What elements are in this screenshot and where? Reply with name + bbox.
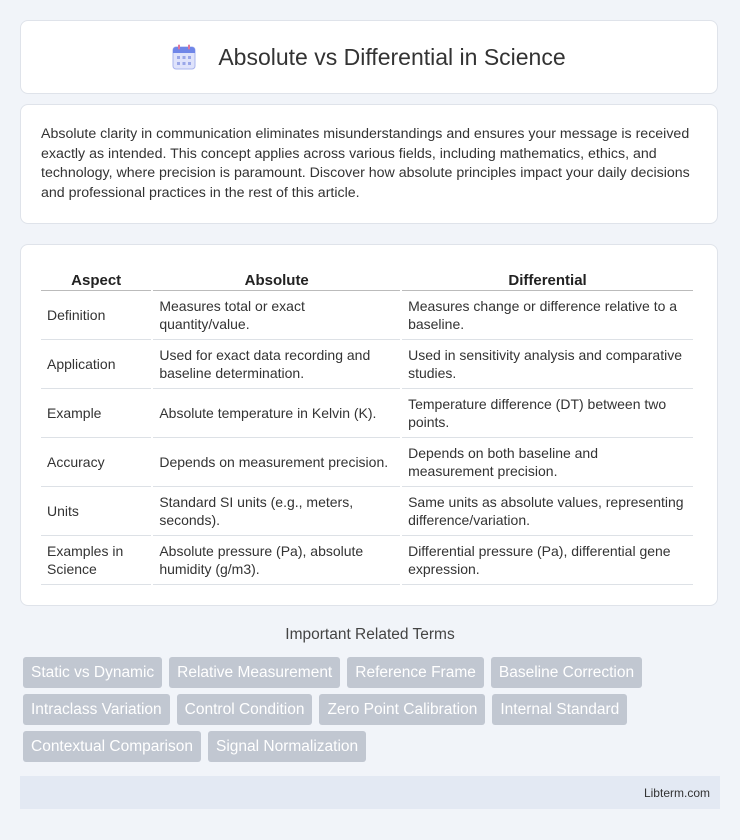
related-term-tag[interactable]: Internal Standard bbox=[492, 694, 627, 725]
table-row bbox=[41, 291, 693, 340]
comparison-table-card bbox=[20, 244, 718, 606]
table-cell: Definition bbox=[41, 291, 151, 340]
table-cell: Examples in Science bbox=[41, 536, 151, 585]
table-row bbox=[41, 340, 693, 389]
related-terms-list bbox=[23, 657, 723, 768]
related-term-tag[interactable]: Signal Normalization bbox=[208, 731, 366, 762]
header-card bbox=[20, 20, 718, 94]
table-cell: Used in sensitivity analysis and comparative studies. bbox=[402, 340, 693, 389]
table-cell: Absolute pressure (Pa), absolute humidity (g/m3). bbox=[153, 536, 400, 585]
related-term-tag[interactable]: Reference Frame bbox=[347, 657, 484, 688]
related-term-tag[interactable]: Static vs Dynamic bbox=[23, 657, 162, 688]
intro-text: Absolute clarity in communication eliminates misunderstandings and ensures your message is received exactly as intended. This concept applies across various fields, including mathematics, ethics, and technology, where precision is paramount. Discover how absolute principles impact your daily decisions and professional practices in the rest of this article. bbox=[41, 126, 690, 201]
page-title: Absolute vs Differential in Science bbox=[218, 43, 566, 70]
table-cell: Used for exact data recording and baseline determination. bbox=[153, 340, 400, 389]
table-cell: Measures total or exact quantity/value. bbox=[153, 291, 400, 340]
table-cell: Measures change or difference relative to a baseline. bbox=[402, 291, 693, 340]
table-row bbox=[41, 389, 693, 438]
table-row bbox=[41, 536, 693, 585]
table-cell: Standard SI units (e.g., meters, seconds). bbox=[153, 487, 400, 536]
related-term-tag[interactable]: Control Condition bbox=[177, 694, 313, 725]
table-cell: Depends on both baseline and measurement precision. bbox=[402, 438, 693, 487]
related-term-tag[interactable]: Contextual Comparison bbox=[23, 731, 201, 762]
related-term-tag[interactable]: Intraclass Variation bbox=[23, 694, 170, 725]
table-header-row bbox=[41, 265, 693, 291]
table-cell: Absolute temperature in Kelvin (K). bbox=[153, 389, 400, 438]
table-cell: Depends on measurement precision. bbox=[153, 438, 400, 487]
table-row bbox=[41, 487, 693, 536]
header-aspect: Aspect bbox=[41, 265, 151, 291]
footer-brand-link[interactable]: Libterm.com bbox=[643, 785, 710, 800]
related-terms-title: Important Related Terms bbox=[285, 626, 455, 643]
intro-card bbox=[20, 104, 718, 224]
table-row bbox=[41, 438, 693, 487]
related-term-tag[interactable]: Zero Point Calibration bbox=[319, 694, 485, 725]
related-term-tag[interactable]: Baseline Correction bbox=[491, 657, 642, 688]
table-cell: Accuracy bbox=[41, 438, 151, 487]
table-cell: Application bbox=[41, 340, 151, 389]
table-cell: Units bbox=[41, 487, 151, 536]
related-term-tag[interactable]: Relative Measurement bbox=[169, 657, 340, 688]
table-cell: Temperature difference (DT) between two points. bbox=[402, 389, 693, 438]
table-cell: Same units as absolute values, representing difference/variation. bbox=[402, 487, 693, 536]
footer bbox=[20, 776, 720, 809]
header-absolute: Absolute bbox=[153, 265, 400, 291]
table-cell: Differential pressure (Pa), differential gene expression. bbox=[402, 536, 693, 585]
header-differential: Differential bbox=[402, 265, 693, 291]
table-cell: Example bbox=[41, 389, 151, 438]
comparison-table bbox=[39, 265, 695, 585]
calendar-icon bbox=[172, 44, 196, 70]
